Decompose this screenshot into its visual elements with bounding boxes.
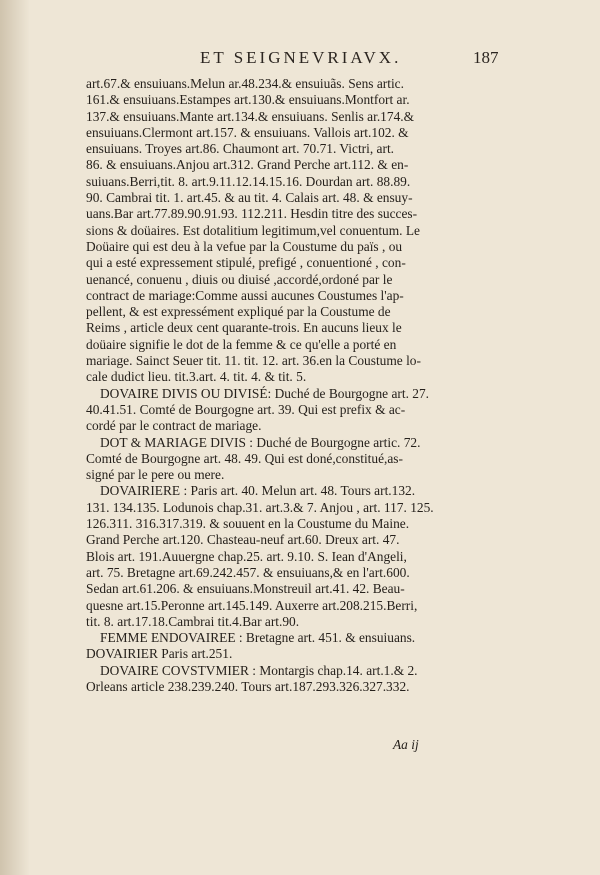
text-line: ensuiuans. Troyes art.86. Chaumont art. 70.71. Victri, art. [86,141,395,157]
text-line: Doüaire qui est deu à la vefue par la Coustume du païs , ou [86,238,403,254]
text-line: contract de mariage:Comme aussi aucunes Coustumes l'ap- [86,287,404,303]
page-body [86,76,491,695]
signature-mark: Aa ij [393,737,419,752]
text-line: uenancé, conuenu , diuis ou diuisé ,accordé,ordoné par le [86,271,393,287]
text-line: Comté de Bourgogne art. 48. 49. Qui est doné,constitué,as- [86,450,403,466]
text-line: 126.311. 316.317.319. & souuent en la Coustume du Maine. [86,516,410,532]
page-number: 187 [473,48,499,67]
text-line: Grand Perche art.120. Chasteau-neuf art.60. Dreux art. 47. [86,532,400,548]
text-line: 161.& ensuiuans.Estampes art.130.& ensuiuans.Montfort ar. [86,92,410,108]
text-line: sions & doüaires. Est dotalitium legitimum,vel conuentum. Le [86,222,420,238]
entry-heading-line: DOVAIRIER Paris art.251. [86,646,233,662]
text-line: ensuiuans.Clermont art.157. & ensuiuans. Vallois art.102. & [86,124,409,140]
entry-heading-line: DOVAIRIERE : Paris art. 40. Melun art. 48. Tours art.132. [100,483,416,499]
text-line: 90. Cambrai tit. 1. art.45. & au tit. 4. Calais art. 48. & ensuy- [86,190,413,206]
text-line: pellent, & est expressément expliqué par la Coustume de [86,304,391,320]
entry-heading-line: DOT & MARIAGE DIVIS : Duché de Bourgogne artic. 72. [100,434,421,450]
entry-heading-line: DOVAIRE DIVIS OU DIVISÉ: Duché de Bourgogne art. 27. [100,385,430,401]
text-line: tit. 8. art.17.18.Cambrai tit.4.Bar art.90. [86,613,300,629]
text-line: Orleans article 238.239.240. Tours art.187.293.326.327.332. [86,678,410,694]
text-line: signé par le pere ou mere. [86,467,225,483]
text-line: 131. 134.135. Lodunois chap.31. art.3.& 7. Anjou , art. 117. 125. [86,499,434,515]
text-line: qui a esté expressement stipulé, prefigé , conuentioné , con- [86,255,406,271]
text-line: uans.Bar art.77.89.90.91.93. 112.211. Hesdin titre des succes- [86,206,418,222]
text-line: mariage. Sainct Seuer tit. 11. tit. 12. art. 36.en la Coustume lo- [86,353,421,369]
text-line: Reims , article deux cent quarante-trois. En aucuns lieux le [86,320,402,336]
text-line: doüaire signifie le dot de la femme & ce qu'elle a porté en [86,336,397,352]
text-line: 86. & ensuiuans.Anjou art.312. Grand Perche art.112. & en- [86,157,409,173]
entry-heading-line: FEMME ENDOVAIREE : Bretagne art. 451. & ensuiuans. [100,630,416,646]
text-line: Sedan art.61.206. & ensuiuans.Monstreuil art.41. 42. Beau- [86,581,405,597]
text-line: suiuans.Berri,tit. 8. art.9.11.12.14.15.16. Dourdan art. 88.89. [86,173,411,189]
text-line: art.67.& ensuiuans.Melun ar.48.234.& ensuiuãs. Sens artic. [86,76,404,91]
text-line: Blois art. 191.Auuergne chap.25. art. 9.10. S. Iean d'Angeli, [86,548,407,564]
text-line: quesne art.15.Peronne art.145.149. Auxerre art.208.215.Berri, [86,597,418,613]
text-line: art. 75. Bretagne art.69.242.457. & ensuiuans,& en l'art.600. [86,564,410,580]
text-line: 40.41.51. Comté de Bourgogne art. 39. Qui est prefix & ac- [86,401,406,417]
page-header [0,48,600,72]
text-line: cordé par le contract de mariage. [86,418,262,434]
text-line: cale dudict lieu. tit.3.art. 4. tit. 4. & tit. 5. [86,369,307,385]
text-line: 137.& ensuiuans.Mante art.134.& ensuiuans. Senlis ar.174.& [86,108,415,124]
running-head: ET SEIGNEVRIAVX. [200,48,402,67]
entry-heading-line: DOVAIRE COVSTVMIER : Montargis chap.14. art.1.& 2. [100,662,418,678]
page-gutter-shadow [0,0,30,875]
